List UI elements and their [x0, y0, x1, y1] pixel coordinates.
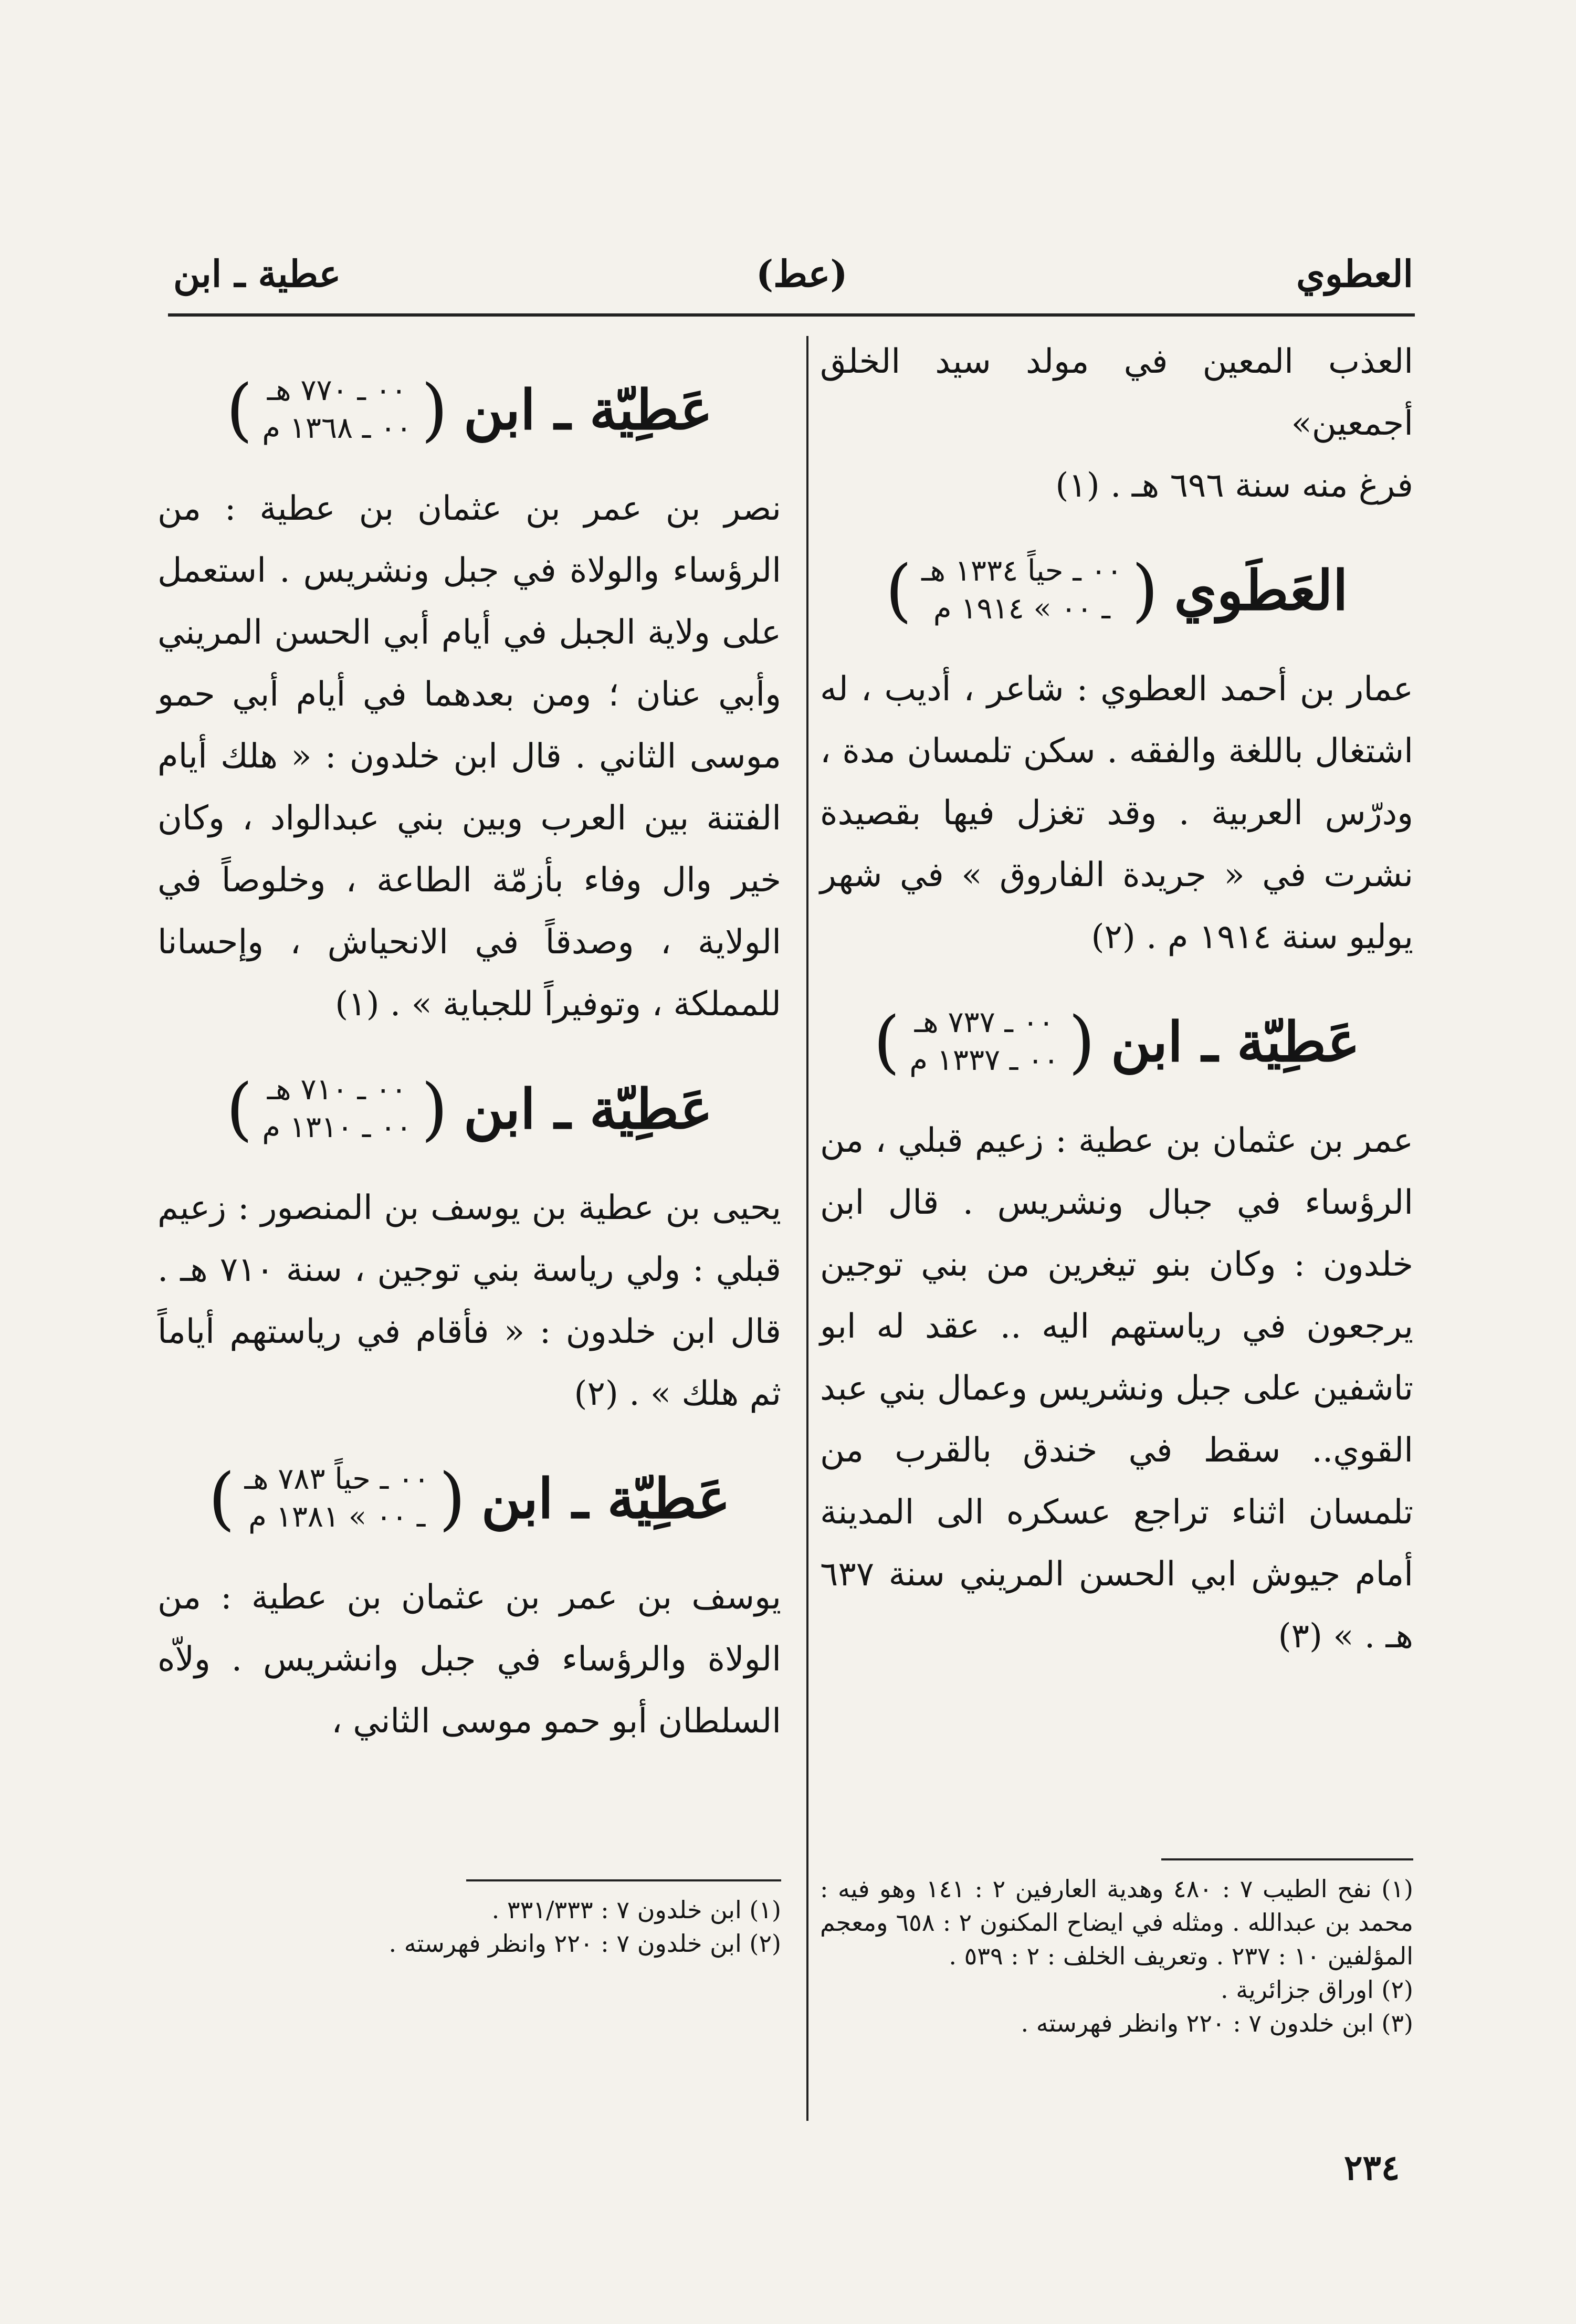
entry-dates: [226, 1071, 448, 1147]
bracket-close: ): [421, 1069, 448, 1149]
bracket-close: ): [439, 1458, 466, 1538]
entry-text: نصر بن عمر بن عثمان بن عطية : من الرؤساء والولاة في جبل ونشريس . استعمل على ولاية الجبل في أيام أبي الحسن المريني وأبي عنان ؛ ومن بعدهما في أيام أبي حمو موسى الثاني . قال ابن خلدون : « هلك أيام الفتنة بين العرب وبين بني عبدالواد ، وكان خير وال وفاء بأزمّة الطاعة ، وخلوصاً في الولاية ، وصدقاً في الانحياش ، وإحسانا للمملكة ، وتوفيراً للجباية » . (١): [157, 489, 781, 1024]
entry-text: يحيى بن عطية بن يوسف بن المنصور : زعيم قبلي : ولي رياسة بني توجين ، سنة ٧١٠ هـ . قال ابن خلدون : « فأقام في رياستهم أياماً ثم هلك » . (٢): [157, 1189, 782, 1413]
continuation-line: فرغ منه سنة ٦٩٦ هـ . (١): [1055, 466, 1413, 505]
entry-heading: [157, 1435, 781, 1561]
footnote-rule: [1161, 1858, 1413, 1860]
entry-dates: [874, 1004, 1095, 1079]
bracket-open: (: [885, 550, 912, 630]
date-hijri: ٠٠ ـ حياً ١٣٣٤ هـ: [921, 554, 1122, 588]
bracket-open: (: [226, 370, 253, 449]
entry-name: عَطِيّة ـ ابن: [464, 377, 713, 442]
continuation-line: العذب المعين في مولد سيد الخلق أجمعين»: [820, 342, 1413, 443]
entry-name: عَطِيّة ـ ابن: [1111, 1009, 1360, 1074]
right-column: [820, 331, 1413, 1667]
running-header-left: عطية ـ ابن: [173, 252, 341, 296]
entry-heading: [820, 979, 1413, 1105]
bracket-close: ): [1131, 550, 1159, 630]
footnote: (٢) ابن خلدون ٧ : ٢٢٠ وانظر فهرسته .: [388, 1929, 781, 1958]
footnote: (١) نفح الطيب ٧ : ٤٨٠ وهدية العارفين ٢ : ١٤١ وهو فيه : محمد بن عبدالله . ومثله في ايضاح المكنون ٢ : ٦٥٨ ومعجم المؤلفين ١٠ : ٢٣٧ . وتعريف الخلف : ٢ : ٥٣٩ .: [820, 1875, 1413, 1970]
date-gregorian: ٠٠ ـ ١٣٦٨ م: [262, 411, 412, 445]
date-gregorian: ٠٠ ـ ١٣١٠ م: [262, 1110, 412, 1144]
footnotes-right: [820, 1858, 1413, 2040]
date-gregorian: ـ ٠٠ » ١٣٨١ م: [248, 1500, 426, 1534]
entry-name: العَطَوي: [1174, 558, 1348, 623]
entry-heading: [820, 527, 1413, 653]
entry-text: عمر بن عثمان بن عطية : زعيم قبلي ، من الرؤساء في جبال ونشريس . قال ابن خلدون : وكان بنو تيغرين من بني توجين يرجعون في رياستهم اليه .. عقد له ابو تاشفين على جبل ونشريس وعمال بني عبد القوي.. سقط في خندق بالقرب من تلمسان اثناء تراجع عسكره الى المدينة أمام جيوش ابي الحسن المريني سنة ٦٣٧ هـ . » (٣): [820, 1121, 1413, 1656]
date-gregorian: ـ ٠٠ » ١٩١٤ م: [933, 592, 1110, 626]
entry-text: يوسف بن عمر بن عثمان بن عطية : من الولاة والرؤساء في جبل وانشريس . ولاّه السلطان أبو حمو موسى الثاني ،: [157, 1578, 781, 1741]
column-divider: [806, 336, 808, 2121]
entry-dates: [226, 372, 448, 447]
date-gregorian: ٠٠ ـ ١٣٣٧ م: [909, 1043, 1059, 1077]
running-header-center: (عط): [756, 252, 848, 296]
left-column: [157, 346, 781, 1752]
entry-name: عَطِيّة ـ ابن: [481, 1466, 731, 1531]
page-number: ٢٣٤: [1344, 2147, 1400, 2188]
entry-dates: [885, 552, 1158, 628]
footnote-rule: [466, 1879, 781, 1881]
entry-heading: [157, 1046, 781, 1172]
entry-name: عَطِيّة ـ ابن: [464, 1076, 713, 1141]
entry-text: عمار بن أحمد العطوي : شاعر ، أديب ، له اشتغال باللغة والفقه . سكن تلمسان مدة ، ودرّس العربية . وقد تغزل فيها بقصيدة نشرت في « جريدة الفاروق » في شهر يوليو سنة ١٩١٤ م . (٢): [820, 670, 1413, 956]
footnotes-left: [157, 1879, 781, 1960]
bracket-open: (: [208, 1458, 235, 1538]
bracket-open: (: [226, 1069, 253, 1149]
footnote: (٢) اوراق جزائرية .: [1220, 1975, 1413, 2004]
bracket-open: (: [873, 1002, 900, 1081]
bracket-close: ): [421, 370, 448, 449]
date-hijri: ٠٠ ـ حياً ٧٨٣ هـ: [244, 1462, 430, 1496]
footnote: (٣) ابن خلدون ٧ : ٢٢٠ وانظر فهرسته .: [1021, 2009, 1413, 2037]
bracket-close: ): [1068, 1002, 1095, 1081]
footnote: (١) ابن خلدون ٧ : ٣٣١/٣٣٣ .: [491, 1896, 781, 1924]
running-header-right: العطوي: [1296, 252, 1413, 296]
entry-heading: [157, 346, 781, 472]
date-hijri: ٠٠ ـ ٧٣٧ هـ: [914, 1005, 1054, 1039]
date-hijri: ٠٠ ـ ٧١٠ هـ: [267, 1072, 407, 1107]
date-hijri: ٠٠ ـ ٧٧٠ هـ: [267, 373, 407, 407]
header-rule: [168, 313, 1415, 317]
entry-dates: [208, 1460, 466, 1536]
